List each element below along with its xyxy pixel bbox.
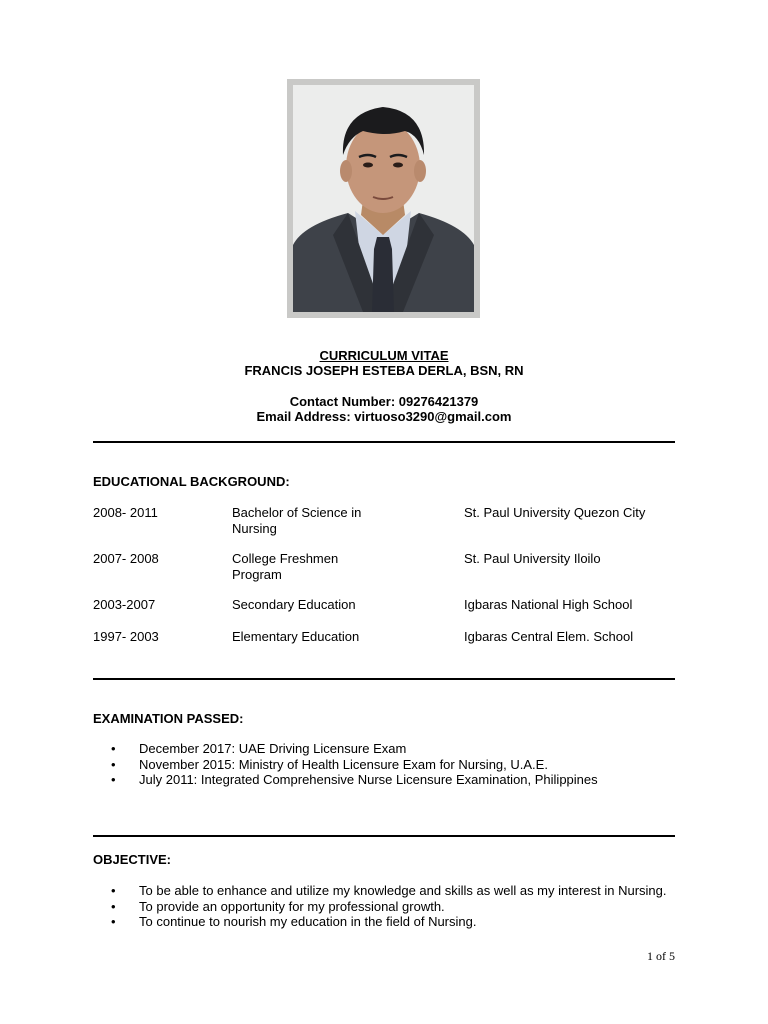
- exam-text: July 2011: Integrated Comprehensive Nurse Licensure Examination, Philippines: [139, 772, 598, 787]
- contact-block: [0, 394, 768, 424]
- bullet-icon: •: [111, 898, 116, 914]
- education-degree: Bachelor of Science in Nursing: [232, 505, 362, 536]
- education-school: Igbaras National High School: [464, 597, 633, 612]
- list-item: [93, 741, 675, 757]
- education-years: 1997- 2003: [93, 629, 159, 644]
- person-name: FRANCIS JOSEPH ESTEBA DERLA, BSN, RN: [244, 363, 524, 378]
- education-degree: Secondary Education: [232, 597, 356, 612]
- education-heading: EDUCATIONAL BACKGROUND:: [93, 474, 290, 489]
- bullet-icon: •: [111, 756, 116, 772]
- education-school: St. Paul University Iloilo: [464, 551, 601, 566]
- education-school: Igbaras Central Elem. School: [464, 629, 634, 644]
- divider: [93, 678, 675, 680]
- education-degree: Elementary Education: [232, 629, 360, 644]
- education-years: 2003-2007: [93, 597, 156, 612]
- portrait-image: [293, 85, 474, 312]
- divider: [93, 441, 675, 443]
- objective-text: To provide an opportunity for my professional growth.: [139, 898, 445, 914]
- list-item: [93, 899, 675, 915]
- list-item: [93, 757, 675, 773]
- profile-photo: [287, 79, 480, 318]
- divider: [93, 835, 675, 837]
- bullet-icon: •: [111, 741, 116, 756]
- list-item: [93, 772, 675, 788]
- objective-text: To continue to nourish my education in the field of Nursing.: [139, 914, 477, 929]
- exam-text: November 2015: Ministry of Health Licensure Exam for Nursing, U.A.E.: [139, 756, 548, 772]
- education-school: St. Paul University Quezon City: [464, 505, 646, 520]
- education-years: 2007- 2008: [93, 551, 159, 566]
- cv-title: CURRICULUM VITAE: [319, 348, 449, 363]
- education-years: 2008- 2011: [93, 505, 158, 520]
- bullet-icon: •: [111, 914, 116, 929]
- bullet-icon: •: [111, 772, 116, 787]
- cv-title-block: [0, 348, 768, 378]
- objective-text: To be able to enhance and utilize my knowledge and skills as well as my interest in Nursing.: [139, 883, 667, 898]
- email-address: Email Address: virtuoso3290@gmail.com: [256, 409, 512, 424]
- exams-list: [93, 741, 675, 788]
- exam-text: December 2017: UAE Driving Licensure Exam: [139, 741, 407, 756]
- objective-heading: OBJECTIVE:: [93, 852, 172, 867]
- objective-list: [93, 883, 675, 930]
- list-item: [93, 883, 675, 899]
- exams-heading: EXAMINATION PASSED:: [93, 711, 244, 726]
- contact-number: Contact Number: 09276421379: [289, 394, 479, 409]
- bullet-icon: •: [111, 883, 116, 898]
- page-indicator: 1 of 5: [647, 949, 675, 963]
- education-degree: College Freshmen Program: [232, 551, 339, 582]
- list-item: [93, 914, 675, 930]
